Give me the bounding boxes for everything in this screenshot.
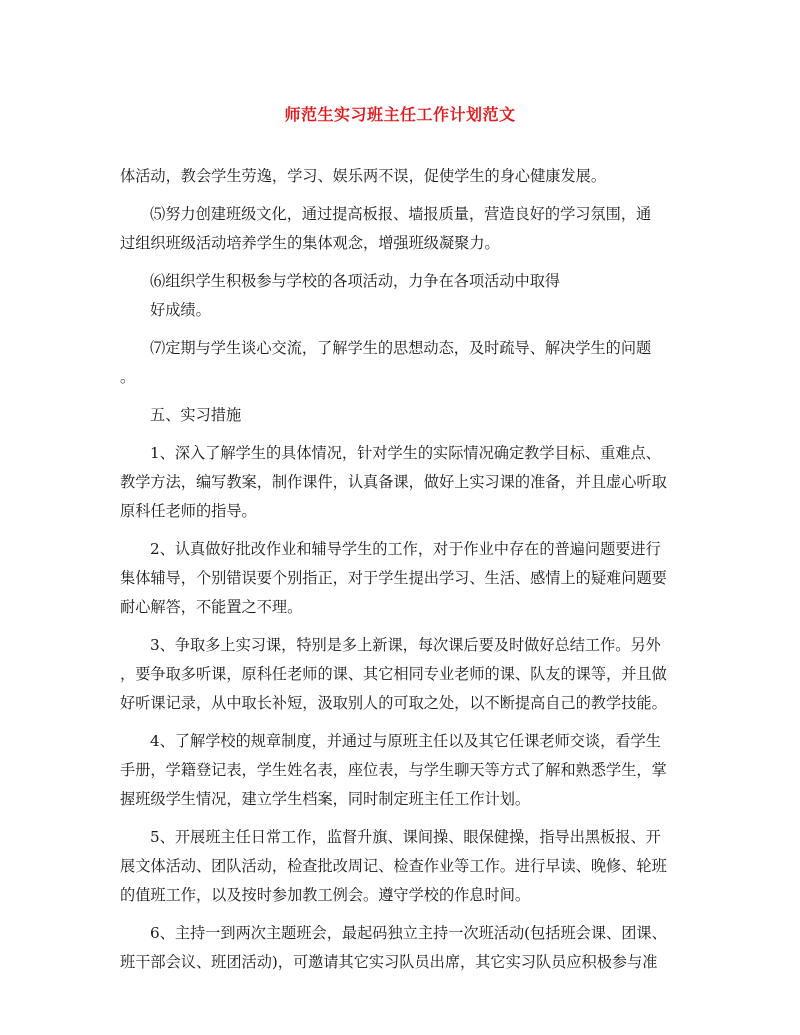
paragraph-line: 过组织班级活动培养学生的集体观念，增强班级凝聚力。: [120, 234, 500, 252]
paragraph-line: 4、了解学校的规章制度，并通过与原班主任以及其它任课老师交谈，看学生: [150, 732, 661, 750]
paragraph-line: 耐心解答，不能置之不理。: [120, 598, 303, 616]
paragraph-line: 的值班工作，以及按时参加教工例会。遵守学校的作息时间。: [120, 886, 531, 904]
document-body: [120, 162, 690, 977]
paragraph-line: 6、主持一到两次主题班会，最起码独立主持一次班活动(包括班会课、团课、: [150, 924, 667, 942]
paragraph-line: 握班级学生情况，建立学生档案，同时制定班主任工作计划。: [120, 790, 531, 808]
paragraph-line: 手册，学籍登记表，学生姓名表，座位表，与学生聊天等方式了解和熟悉学生，掌: [120, 761, 667, 779]
paragraph-line: 好成绩。: [150, 301, 211, 319]
section-heading: 五、实习措施: [150, 406, 242, 424]
paragraph-line: 展文体活动、团队活动，检查批改周记、检查作业等工作。进行早读、晚修、轮班: [120, 857, 667, 875]
paragraph-line: 班干部会议、班团活动)，可邀请其它实习队员出席，其它实习队员应积极参与准: [120, 953, 658, 971]
paragraph-line: 5、开展班主任日常工作，监督升旗、课间操、眼保健操，指导出黑板报、开: [150, 828, 661, 846]
paragraph-line: 2、认真做好批改作业和辅导学生的工作，对于作业中存在的普遍问题要进行: [150, 540, 661, 558]
paragraph-line: ⑸努力创建班级文化，通过提高板报、墙报质量，营造良好的学习氛围，通: [150, 205, 652, 223]
paragraph-line: ⑺定期与学生谈心交流，了解学生的思想动态，及时疏导、解决学生的问题: [150, 339, 652, 357]
paragraph-line: 原科任老师的指导。: [120, 502, 257, 520]
paragraph-line: ，要争取多听课，原科任老师的课、其它相同专业老师的课、队友的课等，并且做: [120, 665, 667, 683]
paragraph-line: 1、深入了解学生的具体情况，针对学生的实际情况确定教学目标、重难点、: [150, 444, 661, 462]
paragraph-line: 体活动，教会学生劳逸，学习、娱乐两不误，促使学生的身心健康发展。: [120, 167, 606, 185]
paragraph-line: ⑹组织学生积极参与学校的各项活动，力争在各项活动中取得: [150, 272, 561, 290]
paragraph-line: 教学方法，编写教案，制作课件，认真备课，做好上实习课的准备，并且虚心听取: [120, 473, 667, 491]
document-title: 师范生实习班主任工作计划范文: [284, 105, 516, 124]
paragraph-line: 。: [120, 368, 136, 386]
paragraph-line: 集体辅导，个别错误要个别指正，对于学生提出学习、生活、感情上的疑难问题要: [120, 569, 667, 587]
paragraph-line: 好听课记录，从中取长补短，汲取别人的可取之处，以不断提高自己的教学技能。: [120, 694, 667, 712]
paragraph-line: 3、争取多上实习课，特别是多上新课，每次课后要及时做好总结工作。另外: [150, 636, 661, 654]
